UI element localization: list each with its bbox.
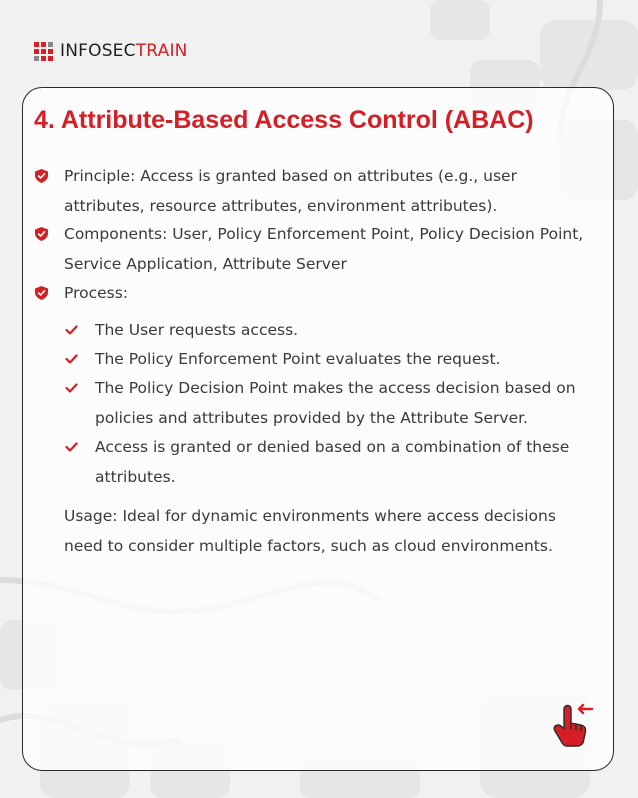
page-title: 4. Attribute-Based Access Control (ABAC): [34, 106, 534, 134]
process-step: [95, 432, 605, 492]
shield-check-icon: [35, 227, 48, 241]
bullet-text: Principle: Access is granted based on attributes (e.g., user attributes, resource attributes, environment attributes).: [64, 167, 517, 215]
process-step: [95, 373, 605, 433]
bullet-components: [64, 219, 584, 279]
brand-name-part2: TRAIN: [135, 41, 188, 61]
process-step-text: The Policy Enforcement Point evaluates the request.: [95, 350, 501, 368]
process-step-text: Access is granted or denied based on a combination of these attributes.: [95, 438, 570, 486]
shield-check-icon: [35, 286, 48, 300]
infosectrain-logo-icon: [34, 41, 54, 61]
process-step-text: The Policy Decision Point makes the access decision based on policies and attributes provided by the Attribute Server.: [95, 379, 576, 427]
checkmark-icon: [65, 441, 78, 453]
bullet-process: [64, 278, 584, 308]
checkmark-icon: [65, 324, 78, 336]
process-step: [95, 344, 605, 374]
shield-check-icon: [35, 169, 48, 183]
usage-text: Usage: Ideal for dynamic environments where access decisions need to consider multiple factors, such as cloud environments.: [64, 507, 556, 555]
process-step: [95, 315, 605, 345]
process-step-text: The User requests access.: [95, 321, 299, 339]
checkmark-icon: [65, 382, 78, 394]
bullet-principle: [64, 161, 584, 221]
brand-name-part1: INFOSEC: [60, 41, 136, 61]
infosectrain-logo: [34, 41, 188, 61]
checkmark-icon: [65, 353, 78, 365]
swipe-hand-icon[interactable]: [552, 703, 594, 747]
bullet-text: Process:: [64, 284, 129, 302]
content-card: [22, 87, 614, 771]
bullet-text: Components: User, Policy Enforcement Point, Policy Decision Point, Service Application, Attribute Server: [64, 225, 584, 273]
brand-name: [60, 41, 188, 61]
